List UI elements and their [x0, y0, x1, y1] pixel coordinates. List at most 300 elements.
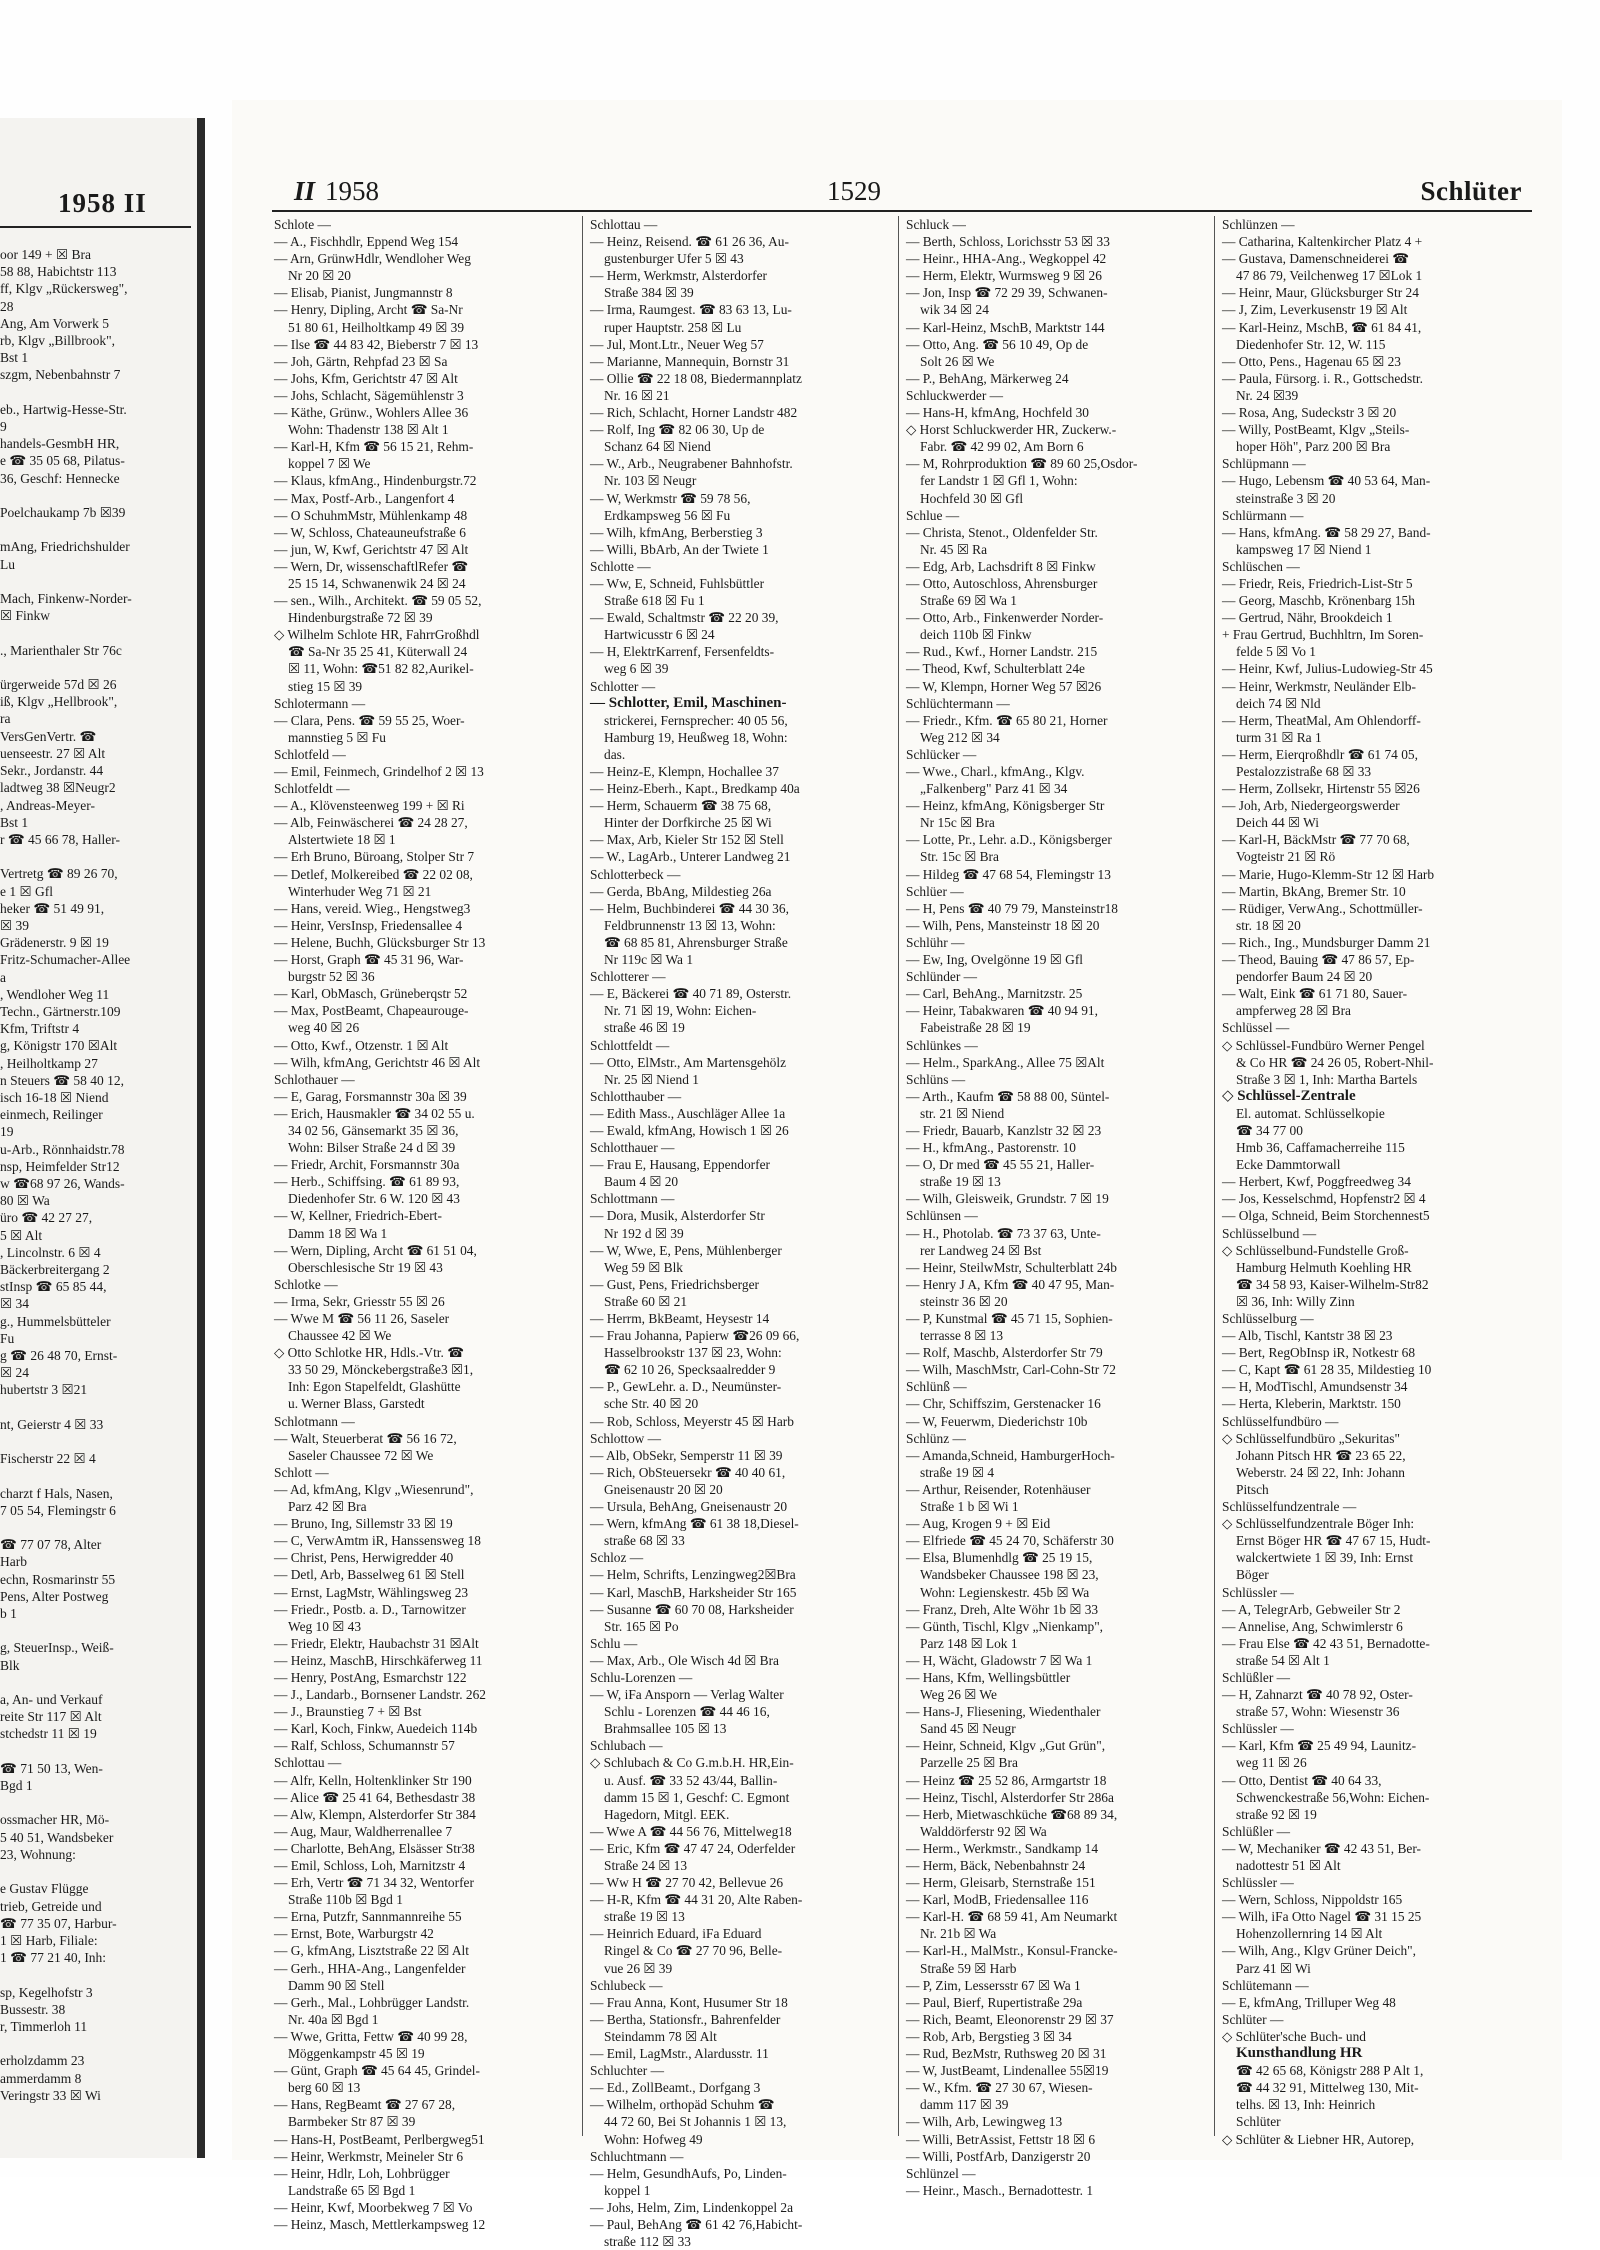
- entry-continuation: Baum 4 ☒ 20: [604, 1174, 679, 1190]
- directory-entry: — Arth., Kaufm ☎ 58 88 00, Süntel-: [906, 1088, 1110, 1104]
- entry-continuation: Brahmsallee 105 ☒ 13: [604, 1721, 727, 1737]
- left-page-header: 1958 II: [58, 188, 147, 218]
- surname-heading: Schlüns —: [906, 1071, 966, 1087]
- directory-entry: — Rud., Kwf., Horner Landstr. 215: [906, 644, 1098, 660]
- entry-continuation: Nr. 25 ☒ Niend 1: [604, 1071, 699, 1087]
- directory-entry: — Ed., ZollBeamt., Dorfgang 3: [590, 2080, 761, 2096]
- directory-entry: — Theod, Kwf, Schulterblatt 24e: [906, 661, 1086, 677]
- directory-entry: — H, ElektrKarrenf, Fersenfeldts-: [590, 644, 775, 660]
- left-fragment-line: w ☎68 97 26, Wands-: [0, 1175, 125, 1191]
- directory-entry: — Arthur, Reisender, Rotenhäuser: [906, 1481, 1091, 1497]
- left-fragment-line: u-Arb., Rönnhaidstr.78: [0, 1141, 125, 1157]
- surname-heading: Schlünzen —: [1222, 217, 1295, 232]
- entry-continuation: 44 72 60, Bei St Johannis 1 ☒ 13,: [604, 2114, 787, 2130]
- running-head-keyword: Schlüter: [1420, 176, 1522, 206]
- surname-heading: Schlottow —: [590, 1430, 662, 1446]
- directory-entry: — Max, PostBeamt, Chapeaurouge-: [274, 1003, 469, 1019]
- directory-entry: — Berth, Schloss, Lorichsstr 53 ☒ 33: [906, 234, 1110, 250]
- directory-entry: — Alb, Tischl, Kantstr 38 ☒ 23: [1222, 1328, 1393, 1344]
- left-fragment-line: 19: [0, 1124, 14, 1140]
- directory-entry: + Frau Gertrud, Buchhltrn, Im Soren-: [1222, 627, 1424, 643]
- directory-entry: — W., Arb., Neugrabener Bahnhofstr.: [590, 456, 793, 472]
- directory-entry: — Heinr, Werkmstr, Neuländer Elb-: [1222, 678, 1416, 694]
- directory-entry: — H, ModTischl, Amundsenstr 34: [1222, 1379, 1408, 1395]
- surname-heading: Schlubeck —: [590, 1977, 663, 1993]
- directory-entry: — A., Klövensteenweg 199 + ☒ Ri: [274, 798, 465, 814]
- left-fragment-line: [0, 1794, 190, 1811]
- entry-continuation: Hamburg Helmuth Koehling HR: [1236, 1259, 1412, 1275]
- entry-continuation: koppel 7 ☒ We: [288, 456, 371, 472]
- directory-entry: — Frau Else ☎ 42 43 51, Bernadotte-: [1222, 1635, 1430, 1651]
- entry-continuation: 47 86 79, Veilchenweg 17 ☒Lok 1: [1236, 268, 1423, 284]
- directory-entry: — Helm, Schrifts, Lenzingweg2☒Bra: [590, 1567, 796, 1583]
- left-fragment-line: , Heilholtkamp 27: [0, 1055, 98, 1071]
- entry-continuation: Landstraße 65 ☒ Bgd 1: [288, 2182, 416, 2198]
- surname-heading: Schlue —: [906, 507, 960, 523]
- directory-entry: — Joh, Arb, Niedergeorgswerder: [1222, 798, 1400, 814]
- entry-continuation: straße 112 ☒ 33: [604, 2234, 691, 2250]
- surname-heading: Schlünsen —: [906, 1208, 978, 1224]
- left-fragment-line: Techn., Gärtnerstr.109: [0, 1003, 121, 1019]
- directory-entry: — Horst, Graph ☎ 45 31 96, War-: [274, 952, 464, 968]
- left-fragment-line: Fu: [0, 1330, 15, 1346]
- left-fragment-line: e Gustav Flügge: [0, 1881, 89, 1897]
- left-fragment-line: Poelchaukamp 7b ☒39: [0, 505, 126, 521]
- surname-heading: Schlotthauer —: [590, 1140, 675, 1156]
- entry-continuation: Straße 1 b ☒ Wi 1: [920, 1499, 1019, 1515]
- surname-heading: Schlünder —: [906, 969, 978, 985]
- directory-entry: — Henry, Dipling, Archt ☎ Sa-Nr: [274, 302, 463, 318]
- entry-continuation: Wohn: Thadenstr 138 ☒ Alt 1: [288, 422, 449, 438]
- directory-entry: — Rob, Arb, Bergstieg 3 ☒ 34: [906, 2028, 1072, 2044]
- directory-entry: — Herm, Zollsekr, Hirtenstr 55 ☒26: [1222, 781, 1420, 797]
- entry-continuation: Straße 69 ☒ Wa 1: [920, 593, 1017, 609]
- directory-entry: — Olga, Schneid, Beim Storchennest5: [1222, 1208, 1430, 1224]
- surname-heading: Schlüpmann —: [1222, 456, 1306, 472]
- directory-entry: — Otto, Ang. ☎ 56 10 49, Op de: [906, 336, 1089, 352]
- header-rule: [272, 210, 1532, 212]
- left-fragment-line: ra: [0, 711, 11, 727]
- directory-entry: — J, Zim, Leverkusenstr 19 ☒ Alt: [1222, 302, 1408, 318]
- directory-entry: — Walt, Eink ☎ 61 71 80, Sauer-: [1222, 986, 1408, 1002]
- directory-entry: — Wilh, Gleisweik, Grundstr. 7 ☒ 19: [906, 1191, 1109, 1207]
- directory-entry: — C, VerwAmtm iR, Hanssensweg 18: [274, 1533, 481, 1549]
- surname-heading: Schlotke —: [274, 1276, 338, 1292]
- left-fragment-line: ürgerweide 57d ☒ 26: [0, 677, 117, 693]
- directory-entry: — E, Garag, Forsmannstr 30a ☒ 39: [274, 1088, 467, 1104]
- surname-heading: Schlüsselfundzentrale —: [1222, 1499, 1357, 1515]
- directory-entry: — Karl-H., MalMstr., Konsul-Francke-: [906, 1943, 1118, 1959]
- entry-continuation: Weg 26 ☒ We: [920, 1687, 997, 1703]
- directory-entry: — Johs, Helm, Zim, Lindenkoppel 2a: [590, 2199, 794, 2215]
- directory-entry: — Karl-H, BäckMstr ☎ 77 70 68,: [1222, 832, 1410, 848]
- entry-continuation: Weg 59 ☒ Blk: [604, 1259, 683, 1275]
- directory-entry: — Karl, MaschB, Harksheider Str 165: [590, 1584, 797, 1600]
- entry-continuation: Alstertwiete 18 ☒ 1: [288, 832, 396, 848]
- directory-entry: — Emil, LagMstr., Alardusstr. 11: [590, 2046, 769, 2062]
- surname-heading: Schlottau —: [274, 1755, 342, 1771]
- entry-continuation: Pitsch: [1236, 1481, 1269, 1497]
- directory-entry: — Willi, BetrAssist, Fettstr 18 ☒ 6: [906, 2131, 1096, 2147]
- surname-heading: Schlüßler —: [1222, 1669, 1291, 1685]
- directory-entry: — Rich, ObSteuersekr ☎ 40 40 61,: [590, 1464, 786, 1480]
- entry-continuation: Feldbrunnenstr 13 ☒ 13, Wohn:: [604, 917, 776, 933]
- entry-continuation: ☎ 44 32 91, Mittelweg 130, Mit-: [1236, 2080, 1419, 2096]
- directory-entry: — Rich, Beamt, Eleonorenstr 29 ☒ 37: [906, 2011, 1114, 2027]
- entry-continuation: Hindenburgstraße 72 ☒ 39: [288, 610, 433, 626]
- left-fragment-line: Fischerstr 22 ☒ 4: [0, 1451, 96, 1467]
- directory-entry: — Karl, Koch, Finkw, Auedeich 114b: [274, 1721, 478, 1737]
- surname-heading: Schlubach —: [590, 1738, 663, 1754]
- surname-heading: Schluck —: [906, 217, 966, 232]
- directory-entry: — Heinz-Eberh., Kapt., Bredkamp 40a: [590, 781, 800, 797]
- entry-continuation: ☎ 62 10 26, Specksaalredder 9: [604, 1362, 776, 1378]
- surname-heading: Schlottau —: [590, 217, 658, 232]
- directory-entry: — Herb, Mietwaschküche ☎68 89 34,: [906, 1806, 1118, 1822]
- column-divider: [1214, 216, 1215, 2136]
- directory-entry: — Bertha, Stationsfr., Bahrenfelder: [590, 2011, 781, 2027]
- directory-entry: — C, Kapt ☎ 61 28 35, Mildestieg 10: [1222, 1362, 1432, 1378]
- left-fragment-line: 36, Geschf: Hennecke: [0, 470, 120, 486]
- entry-continuation: 51 80 61, Heilholtkamp 49 ☒ 39: [288, 319, 465, 335]
- entry-continuation: weg 6 ☒ 39: [604, 661, 669, 677]
- entry-continuation: Hochfeld 30 ☒ Gfl: [920, 490, 1024, 506]
- directory-entry: — Rob, Schloss, Meyerstr 45 ☒ Harb: [590, 1413, 794, 1429]
- surname-heading: Schlu —: [590, 1635, 638, 1651]
- directory-entry: — Wwe A ☎ 44 56 76, Mittelweg18: [590, 1823, 792, 1839]
- directory-entry: — Elsa, Blumenhdlg ☎ 25 19 15,: [906, 1550, 1093, 1566]
- directory-entry: — Alfr, Kelln, Holtenklinker Str 190: [274, 1772, 472, 1788]
- left-fragment-line: oor 149 + ☒ Bra: [0, 247, 91, 262]
- entry-continuation: Weg 212 ☒ 34: [920, 729, 1000, 745]
- directory-entry: — Heinz ☎ 25 52 86, Armgartstr 18: [906, 1772, 1107, 1788]
- directory-entry: — O SchuhmMstr, Mühlenkamp 48: [274, 507, 468, 523]
- directory-entry: — Gertrud, Nähr, Brookdeich 1: [1222, 610, 1393, 626]
- left-page-fragment: [0, 118, 205, 2158]
- entry-continuation: Schwenckestraße 56,Wohn: Eichen-: [1236, 1789, 1430, 1805]
- entry-continuation: ☎ 34 58 93, Kaiser-Wilhelm-Str82: [1236, 1276, 1429, 1292]
- directory-entry: — Jon, Insp ☎ 72 29 39, Schwanen-: [906, 285, 1108, 301]
- directory-entry: — W, Schloss, Chateaunеufstraße 6: [274, 524, 466, 540]
- directory-entry: — Heinr, Schneid, Klgv „Gut Grün",: [906, 1738, 1106, 1754]
- directory-entry: — Friedr., Postb. a. D., Tarnowitzer: [274, 1601, 466, 1617]
- directory-entry: — Paul, BehAng ☎ 61 42 76,Habicht-: [590, 2216, 803, 2232]
- left-fragment-line: g., Hummelsbütteler: [0, 1313, 111, 1329]
- directory-entry: — P., GewLehr. a. D., Neumünster-: [590, 1379, 782, 1395]
- entry-continuation: nadottestr 51 ☒ Alt: [1236, 1858, 1341, 1873]
- directory-entry: — Amanda,Schneid, HamburgerHoch-: [906, 1447, 1115, 1463]
- entry-continuation: Ecke Dammtorwall: [1236, 1157, 1341, 1173]
- directory-entry: — Wilh, Ang., Klgv Grüner Deich",: [1222, 1943, 1416, 1959]
- left-fragment-line: ☎ 77 35 07, Harbur-: [0, 1915, 117, 1931]
- entry-continuation: ☎ 42 65 68, Königstr 288 P Alt 1,: [1236, 2063, 1424, 2079]
- entry-continuation: strickerei, Fernsprecher: 40 05 56,: [604, 712, 788, 728]
- page-volume-year: [294, 176, 379, 207]
- directory-entry: — Helm, Buchbinderei ☎ 44 30 36,: [590, 900, 789, 916]
- directory-entry: — Hildeg ☎ 47 68 54, Flemingstr 13: [906, 866, 1111, 882]
- left-fragment-line: , Lincolnstr. 6 ☒ 4: [0, 1244, 101, 1260]
- directory-entry: — Gerda, BbAng, Mildestieg 26a: [590, 883, 772, 899]
- directory-entry: — E, kfmAng, Trilluper Weg 48: [1222, 1994, 1396, 2010]
- left-fragment-line: ., Marienthaler Str 76c: [0, 642, 122, 658]
- directory-entry: — H, Wächt, Gladowstr 7 ☒ Wa 1: [906, 1652, 1093, 1668]
- entry-continuation: Winterhuder Weg 71 ☒ 21: [288, 883, 432, 899]
- left-page-rule: [0, 226, 191, 228]
- directory-entry: — Wilh, MaschMstr, Carl-Cohn-Str 72: [906, 1362, 1116, 1378]
- directory-entry: — H., kfmAng., Pastorenstr. 10: [906, 1140, 1076, 1156]
- directory-entry: — Heinrich Eduard, iFa Eduard: [590, 1926, 762, 1942]
- directory-entry: — Helm., SparkAng., Allee 75 ☒Alt: [906, 1054, 1105, 1070]
- entry-continuation: Schlu - Lorenzen ☎ 44 46 16,: [604, 1704, 770, 1720]
- entry-continuation: straße 92 ☒ 19: [1236, 1806, 1317, 1822]
- left-fragment-line: Veringstr 33 ☒ Wi: [0, 2087, 101, 2103]
- entry-continuation: vue 26 ☒ 39: [604, 1960, 673, 1976]
- left-fragment-line: reite Str 117 ☒ Alt: [0, 1709, 102, 1725]
- left-fragment-line: ☒ 39: [0, 917, 29, 933]
- left-fragment-line: uenseestr. 27 ☒ Alt: [0, 745, 106, 761]
- entry-continuation: straße 19 ☒ 13: [920, 1174, 1001, 1190]
- entry-continuation: Schlüter: [1236, 2114, 1281, 2130]
- directory-entry: — Günt, Graph ☎ 45 64 45, Grindel-: [274, 2063, 480, 2079]
- surname-heading: Schlott —: [274, 1464, 329, 1480]
- surname-heading: Schlüsselbund —: [1222, 1225, 1317, 1241]
- left-fragment-line: ff, Klgv „Rückersweg",: [0, 281, 128, 297]
- left-fragment-line: g ☎ 26 48 70, Ernst-: [0, 1348, 118, 1363]
- entry-continuation: ☎ 34 77 00: [1236, 1122, 1303, 1138]
- directory-entry: — Wilh, iFa Otto Nagel ☎ 31 15 25: [1222, 1909, 1422, 1925]
- left-fragment-line: Blk: [0, 1657, 20, 1673]
- directory-entry: — Heinz, Tischl, Alsterdorfer Str 286a: [906, 1789, 1114, 1805]
- directory-entry: ◇ Schlüssel-Fundbüro Werner Pengel: [1222, 1037, 1425, 1053]
- directory-entry: — H., Photolab. ☎ 73 37 63, Unte-: [906, 1225, 1101, 1241]
- directory-entry: ◇ Schlüter'sche Buch- und: [1222, 2028, 1366, 2044]
- left-fragment-line: Kfm, Triftstr 4: [0, 1021, 80, 1037]
- directory-entry: — Gerh., HHA-Ang., Langenfelder: [274, 1960, 466, 1976]
- directory-entry: — Wilh, kfmAng, Berberstieg 3: [590, 524, 763, 540]
- directory-entry: — Chr, Schiffszim, Gerstenacker 16: [906, 1396, 1101, 1412]
- directory-entry: ◇ Schlubach & Co G.m.b.H. HR,Ein-: [590, 1755, 794, 1771]
- directory-entry: — Hans-H, kfmAng, Hochfeld 30: [906, 405, 1089, 421]
- directory-entry: ◇ Otto Schlotke HR, Hdls.-Vtr. ☎: [274, 1345, 464, 1361]
- left-fragment-line: sp, Kegelhofstr 3: [0, 1984, 93, 2000]
- entry-continuation: Parz 42 ☒ Bra: [288, 1499, 367, 1515]
- entry-continuation: terrasse 8 ☒ 13: [920, 1328, 1004, 1344]
- left-fragment-line: [0, 1399, 190, 1416]
- entry-continuation: ☎ Sa-Nr 35 25 41, Küterwall 24: [288, 644, 468, 660]
- directory-entry: — Herrm, BkBeamt, Heysestr 14: [590, 1311, 770, 1326]
- entry-continuation: Nr. 103 ☒ Neugr: [604, 473, 697, 489]
- directory-entry: — Frau Anna, Kont, Husumer Str 18: [590, 1994, 788, 2010]
- left-fragment-line: 5 40 51, Wandsbeker: [0, 1829, 114, 1845]
- left-fragment-line: 80 ☒ Wa: [0, 1193, 50, 1209]
- surname-heading: Schluckwerder —: [906, 387, 1004, 403]
- left-fragment-line: a, An- und Verkauf: [0, 1692, 103, 1708]
- directory-entry: ◇ Horst Schluckwerder HR, Zuckerw.-: [906, 422, 1117, 438]
- directory-entry: — Rich, Schlacht, Horner Landstr 482: [590, 405, 798, 421]
- surname-heading: Schlotte —: [590, 558, 651, 574]
- directory-entry: ◇ Schlüter & Liebner HR, Autorep,: [1222, 2131, 1415, 2147]
- entry-continuation: damm 15 ☒ 1, Geschf: C. Egmont: [604, 1789, 790, 1805]
- directory-entry: — Rolf, Maschb, Alsterdorfer Str 79: [906, 1345, 1103, 1361]
- directory-entry: — Karl-H, Kfm ☎ 56 15 21, Rehm-: [274, 439, 474, 455]
- directory-entry: — W., LagArb., Unterer Landweg 21: [590, 849, 791, 865]
- left-fragment-line: Harb: [0, 1554, 27, 1570]
- surname-heading: Schlotthauber —: [590, 1088, 682, 1104]
- directory-entry: — Max, Postf-Arb., Langenfort 4: [274, 490, 455, 506]
- year: 1958: [325, 176, 380, 206]
- entry-continuation: Wohn: Hofweg 49: [604, 2131, 703, 2147]
- directory-entry: — P, Kunstmal ☎ 45 71 15, Sophien-: [906, 1311, 1113, 1326]
- directory-entry: — Max, Arb, Kieler Str 152 ☒ Stell: [590, 832, 784, 848]
- directory-entry: — W, Mechaniker ☎ 42 43 51, Ber-: [1222, 1840, 1422, 1856]
- directory-entry: — Annelise, Ang, Schwimlerstr 6: [1222, 1618, 1403, 1634]
- left-fragment-line: [0, 2035, 190, 2052]
- left-fragment-line: ☎ 71 50 13, Wen-: [0, 1760, 103, 1776]
- directory-column-1: [274, 216, 574, 2232]
- directory-entry: — W., Kfm. ☎ 27 30 67, Wiesen-: [906, 2080, 1093, 2096]
- directory-entry: — W, Werkmstr ☎ 59 78 56,: [590, 490, 751, 506]
- directory-entry: — Emil, Schloss, Loh, Marnitzstr 4: [274, 1858, 466, 1873]
- entry-continuation: Barmbeker Str 87 ☒ 39: [288, 2114, 416, 2130]
- surname-heading: Schlühr —: [906, 934, 965, 950]
- directory-entry: — Herm, Gleisarb, Sternstraße 151: [906, 1875, 1096, 1891]
- surname-heading: Schlürmann —: [1222, 507, 1304, 523]
- entry-continuation: Hamburg 19, Heußweg 18, Wohn:: [604, 729, 788, 745]
- left-fragment-line: [0, 659, 190, 676]
- left-fragment-line: Bäckerbreitergang 2: [0, 1261, 110, 1277]
- directory-entry: — Friedr, Elektr, Haubachstr 31 ☒Alt: [274, 1635, 479, 1651]
- left-fragment-line: ammerdamm 8: [0, 2070, 82, 2086]
- entry-continuation: Gneisenaustr 20 ☒ 20: [604, 1481, 723, 1497]
- directory-entry: — Wern, Dipling, Archt ☎ 61 51 04,: [274, 1242, 477, 1258]
- directory-entry: ◇ Schlüsselfundzentrale Böger Inh:: [1222, 1516, 1415, 1532]
- directory-entry: — J., Landarb., Bornsener Landstr. 262: [274, 1687, 486, 1703]
- directory-entry: — E, Bäckerei ☎ 40 71 89, Osterstr.: [590, 986, 792, 1002]
- surname-heading: Schlüsselfundbüro —: [1222, 1413, 1339, 1429]
- entry-continuation: Steindamm 78 ☒ Alt: [604, 2028, 717, 2044]
- left-fragment-line: [0, 848, 190, 865]
- left-fragment-line: ☒ Finkw: [0, 608, 50, 624]
- entry-continuation: Wandsbeker Chaussee 198 ☒ 23,: [920, 1567, 1099, 1583]
- directory-entry: — Heinr, Kwf, Moorbekweg 7 ☒ Vo: [274, 2199, 473, 2215]
- entry-continuation: Vogteistr 21 ☒ Rö: [1236, 849, 1336, 865]
- entry-continuation: Straße 110b ☒ Bgd 1: [288, 1892, 403, 1908]
- entry-continuation: Ringel & Co ☎ 27 70 96, Belle-: [604, 1943, 783, 1959]
- entry-continuation: Parz 41 ☒ Wi: [1236, 1960, 1311, 1976]
- surname-heading: Schlünz —: [906, 1430, 966, 1446]
- directory-entry: — Helene, Buchh, Glücksburger Str 13: [274, 934, 486, 950]
- directory-entry: — Hugo, Lebensm ☎ 40 53 64, Man-: [1222, 473, 1431, 489]
- entry-continuation: Weg 10 ☒ 43: [288, 1618, 362, 1634]
- directory-entry: — sen., Wilh., Architekt. ☎ 59 05 52,: [274, 593, 482, 609]
- left-fragment-line: g, Königstr 170 ☒Alt: [0, 1038, 118, 1054]
- directory-entry: — Käthe, Grünw., Wohlers Allee 36: [274, 405, 469, 421]
- directory-entry: — Heinz-E, Klempn, Hochallee 37: [590, 764, 779, 779]
- directory-entry: — Christ, Pens, Herwigredder 40: [274, 1550, 454, 1566]
- directory-entry: — Heinr, Werkmstr, Meineler Str 6: [274, 2148, 464, 2164]
- directory-entry: — Elisab, Pianist, Jungmannstr 8: [274, 285, 453, 301]
- directory-entry: — Johs, Schlacht, Sägemühlenstr 3: [274, 387, 464, 403]
- directory-entry: — Otto, Arb., Finkenwerder Norder-: [906, 610, 1104, 626]
- directory-entry: — Edg, Arb, Lachsdrift 8 ☒ Finkw: [906, 558, 1096, 574]
- directory-entry: — Herm., Werkmstr., Sandkamp 14: [906, 1840, 1099, 1856]
- directory-entry: — Otto, ElMstr., Am Martensgehölz: [590, 1054, 787, 1070]
- entry-continuation: Weberstr. 24 ☒ 22, Inh: Johann: [1236, 1464, 1405, 1480]
- directory-entry: — Heinr., Masch., Bernadottestr. 1: [906, 2182, 1094, 2198]
- left-fragment-line: a: [0, 969, 6, 985]
- directory-entry: — Ew, Ing, Ovelgönne 19 ☒ Gfl: [906, 952, 1084, 968]
- directory-entry: — Irma, Sekr, Griesstr 55 ☒ 26: [274, 1293, 445, 1309]
- left-fragment-line: e 1 ☒ Gfl: [0, 883, 53, 899]
- entry-continuation: ruper Hauptstr. 258 ☒ Lu: [604, 319, 742, 335]
- directory-entry: — Georg, Maschb, Krönenbarg 15h: [1222, 593, 1415, 609]
- entry-continuation: str. 21 ☒ Niend: [920, 1105, 1005, 1121]
- entry-continuation: straße 57, Wohn: Wiesenstr 36: [1236, 1704, 1400, 1720]
- directory-entry: — Rud, BezMstr, Ruthsweg 20 ☒ 31: [906, 2046, 1107, 2062]
- directory-entry: — Emil, Feinmech, Grindelhof 2 ☒ 13: [274, 764, 484, 779]
- directory-entry: — Bert, RegObInsp iR, Notkestr 68: [1222, 1345, 1416, 1361]
- entry-continuation: Wohn: Bilser Straße 24 d ☒ 39: [288, 1140, 456, 1156]
- directory-entry: — Erna, Putzfr, Sannmannreihe 55: [274, 1909, 462, 1925]
- directory-entry: — Wwe, Gritta, Fettw ☎ 40 99 28,: [274, 2028, 468, 2044]
- directory-entry: — Friedr., Kfm. ☎ 65 80 21, Horner: [906, 712, 1108, 728]
- directory-entry: — Willi, PostfArb, Danzigerstr 20: [906, 2148, 1091, 2164]
- entry-continuation: burgstr 52 ☒ 36: [288, 969, 375, 985]
- directory-entry: — Wwe M ☎ 56 11 26, Saseler: [274, 1311, 450, 1326]
- directory-entry: — Jul, Mont.Ltr., Neuer Weg 57: [590, 336, 764, 352]
- directory-entry: — Elfriede ☎ 45 24 70, Schäferstr 30: [906, 1533, 1114, 1549]
- directory-entry: ◇ Schlüssel-Zentrale: [1222, 1087, 1356, 1104]
- directory-entry: — Hans, Kfm, Wellingsbüttler: [906, 1669, 1071, 1685]
- directory-entry: — Dora, Musik, Alsterdorfer Str: [590, 1208, 765, 1224]
- directory-page: [232, 100, 1562, 2250]
- entry-continuation: Nr. 24 ☒39: [1236, 387, 1299, 403]
- left-fragment-line: [0, 1519, 190, 1536]
- surname-heading: Schlüssler —: [1222, 1584, 1294, 1600]
- directory-entry: — W, iFa Ansporn — Verlag Walter: [590, 1687, 784, 1703]
- entry-continuation: Deich 44 ☒ Wi: [1236, 815, 1319, 831]
- left-fragment-line: 5 ☒ Alt: [0, 1227, 43, 1243]
- left-fragment-line: [0, 384, 190, 401]
- left-fragment-line: echn, Rosmarinstr 55: [0, 1571, 116, 1587]
- directory-entry: — Erh, Vertr ☎ 71 34 32, Wentorfer: [274, 1875, 474, 1891]
- left-fragment-line: [0, 1674, 190, 1691]
- surname-heading: Schlüssel —: [1222, 1020, 1290, 1036]
- surname-heading: Schluchtmann —: [590, 2148, 684, 2164]
- column-divider: [898, 216, 899, 2136]
- entry-continuation: berg 60 ☒ 13: [288, 2080, 361, 2096]
- surname-heading: Schlüchtermann —: [906, 695, 1010, 711]
- directory-entry: — Ollie ☎ 22 18 08, Biedermannplatz: [590, 370, 802, 386]
- directory-entry: — Erich, Hausmakler ☎ 34 02 55 u.: [274, 1105, 475, 1121]
- left-fragment-line: 9: [0, 419, 7, 435]
- directory-entry: — Marianne, Mannequin, Bornstr 31: [590, 353, 790, 369]
- entry-continuation: weg 11 ☒ 26: [1236, 1755, 1307, 1771]
- entry-continuation: Böger: [1236, 1567, 1269, 1583]
- directory-entry: — Herm, Eierqroßhdlr ☎ 61 74 05,: [1222, 746, 1418, 762]
- entry-continuation: Straße 3 ☒ 1, Inh: Martha Bartels: [1236, 1071, 1418, 1087]
- entry-continuation: Nr. 45 ☒ Ra: [920, 541, 988, 557]
- directory-entry: ◇ Schlüsselbund-Fundstelle Groß-: [1222, 1242, 1409, 1258]
- directory-entry: — Wilh, Arb, Lewingweg 13: [906, 2114, 1063, 2130]
- directory-entry: — Karl-H. ☎ 68 59 41, Am Neumarkt: [906, 1909, 1118, 1925]
- entry-continuation: kampsweg 17 ☒ Niend 1: [1236, 541, 1372, 557]
- entry-continuation: fer Landstr 1 ☒ Gfl 1, Wohn:: [920, 473, 1078, 489]
- directory-entry: — Alice ☎ 25 41 64, Bethesdastr 38: [274, 1789, 476, 1805]
- directory-entry: — Lotte, Pr., Lehr. a.D., Königsberger: [906, 832, 1112, 848]
- directory-entry: — Wern, Dr, wissenschaftlRefer ☎: [274, 558, 469, 574]
- directory-entry: — Heinz, Masch, Mettlerkampsweg 12: [274, 2216, 486, 2232]
